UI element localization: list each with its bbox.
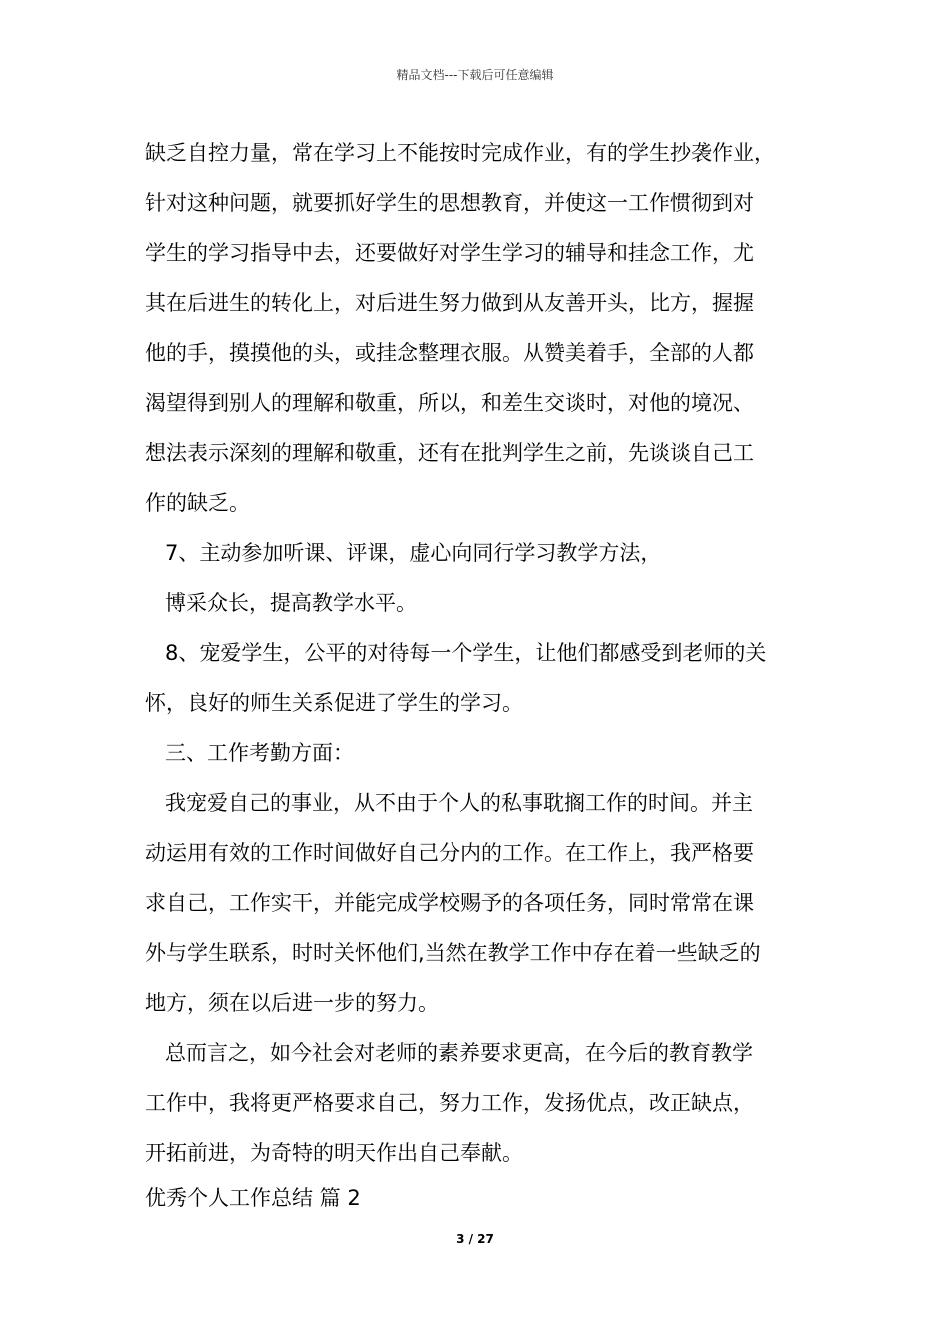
list-item-8: 8、宠爱学生，公平的对待每一个学生，让他们都感受到老师的关 [165, 641, 767, 665]
paragraph-line: 动运用有效的工作时间做好自己分内的工作。在工作上，我严格要 [145, 841, 754, 865]
paragraph-line: 作的缺乏。 [145, 491, 250, 515]
paragraph-line: 想法表示深刻的理解和敬重，还有在批判学生之前，先谈谈自己工 [145, 441, 754, 465]
list-item-7: 7、主动参加听课、评课，虚心向同行学习教学方法， [165, 541, 662, 565]
document-body [145, 128, 825, 1218]
paragraph-line: 求自己，工作实干，并能完成学校赐予的各项任务，同时常常在课 [145, 891, 754, 915]
paragraph-line: 怀，良好的师生关系促进了学生的学习。 [145, 691, 523, 715]
page-header: 精品文档---下载后可任意编辑 [396, 68, 554, 82]
paragraph-line: 渴望得到别人的理解和敬重，所以，和差生交谈时，对他的境况、 [145, 391, 754, 415]
paragraph-line: 其在后进生的转化上，对后进生努力做到从友善开头，比方，握握 [145, 291, 754, 315]
paragraph-line: 地方，须在以后进一步的努力。 [145, 991, 439, 1015]
paragraph-line: 他的手，摸摸他的头，或挂念整理衣服。从赞美着手，全部的人都 [145, 341, 754, 365]
section-title: 优秀个人工作总结 篇 2 [145, 1186, 361, 1210]
paragraph-line: 学生的学习指导中去，还要做好对学生学习的辅导和挂念工作，尤 [145, 241, 754, 265]
section-heading-attendance: 三、工作考勤方面： [165, 741, 354, 765]
paragraph-line: 缺乏自控力量，常在学习上不能按时完成作业，有的学生抄袭作业， [145, 141, 775, 165]
paragraph-line: 工作中，我将更严格要求自己，努力工作，发扬优点，改正缺点， [145, 1091, 754, 1115]
paragraph-line: 外与学生联系，时时关怀他们,当然在教学工作中存在着一些缺乏的 [145, 941, 761, 965]
paragraph-line: 开拓前进，为奇特的明天作出自己奉献。 [145, 1141, 523, 1165]
page-number: 3 / 27 [456, 1232, 494, 1246]
list-item-7-continued: 博采众长，提高教学水平。 [165, 591, 417, 615]
paragraph-line: 我宠爱自己的事业，从不由于个人的私事耽搁工作的时间。并主 [165, 791, 753, 815]
paragraph-line: 总而言之，如今社会对老师的素养要求更高，在今后的教育教学 [165, 1041, 753, 1065]
paragraph-line: 针对这种问题，就要抓好学生的思想教育，并使这一工作惯彻到对 [145, 191, 754, 215]
